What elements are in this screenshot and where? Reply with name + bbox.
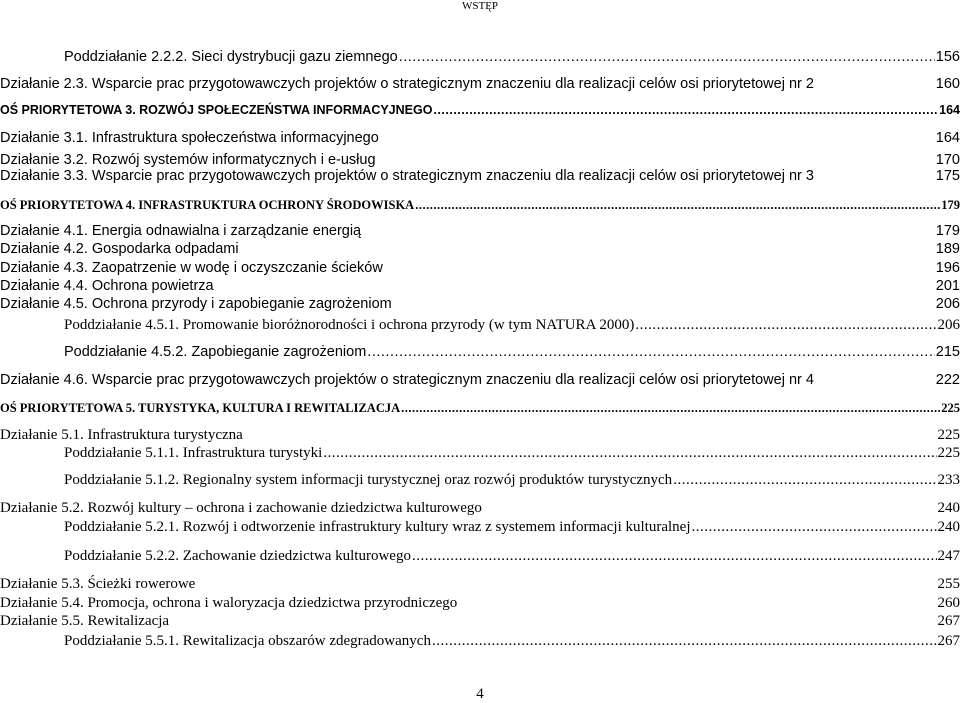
toc-entry-page: 215 (936, 343, 960, 361)
toc-entry[interactable] (0, 222, 960, 240)
toc-entry-page: 164 (939, 101, 960, 119)
toc-entry[interactable] (0, 426, 960, 444)
toc-entry[interactable] (0, 129, 960, 147)
toc-leader-dots (635, 316, 936, 334)
running-header: WSTĘP (0, 0, 960, 12)
toc-entry-label: Działanie 4.4. Ochrona powietrza (0, 277, 214, 295)
toc-entry-page: 247 (938, 547, 960, 565)
toc-entry-label: Poddziałanie 5.1.1. Infrastruktura turystyki (64, 444, 322, 462)
toc-entry[interactable] (0, 167, 960, 185)
toc-entry-label: Poddziałanie 4.5.1. Promowanie bioróżnorodności i ochrona przyrody (w tym NATURA 2000) (64, 316, 634, 334)
toc-entry[interactable] (0, 575, 960, 593)
toc-entry-page: 206 (938, 316, 960, 334)
toc-entry-page: 196 (936, 259, 960, 277)
toc-leader-dots (367, 343, 935, 361)
toc-entry-label: Działanie 4.6. Wsparcie prac przygotowawczych projektów o strategicznym znaczeniu dla realizacji celów osi priorytetowej nr 4 (0, 371, 814, 389)
toc-entry[interactable] (0, 594, 960, 612)
toc-entry-page: 179 (941, 196, 960, 214)
toc-leader-dots (399, 48, 935, 66)
toc-entry[interactable] (0, 399, 960, 417)
toc-entry[interactable] (64, 471, 960, 489)
toc-entry-label: Działanie 4.3. Zaopatrzenie w wodę i oczyszczanie ścieków (0, 259, 383, 277)
toc-entry-label: Działanie 3.2. Rozwój systemów informatycznych i e-usług (0, 151, 376, 169)
toc-entry-page: 225 (941, 399, 960, 417)
toc-leader-dots (692, 518, 937, 536)
toc-entry-label: Działanie 4.1. Energia odnawialna i zarządzanie energią (0, 222, 361, 240)
toc-entry-page: 233 (938, 471, 960, 489)
toc-leader-dots (412, 547, 937, 565)
toc-entry[interactable] (64, 518, 960, 536)
toc-entry[interactable] (64, 343, 960, 361)
toc-entry-page: 164 (936, 129, 960, 147)
toc-entry-page: 225 (938, 426, 960, 444)
toc-entry-label: Działanie 5.1. Infrastruktura turystyczna (0, 426, 243, 444)
toc-entry-page: 267 (938, 612, 960, 630)
toc-entry[interactable] (0, 277, 960, 295)
toc-entry-page: 179 (936, 222, 960, 240)
toc-entry-page: 206 (936, 295, 960, 313)
toc-entry-page: 240 (938, 518, 960, 536)
toc-entry-page: 201 (936, 277, 960, 295)
toc-entry[interactable] (0, 295, 960, 313)
toc-entry-label: Poddziałanie 5.2.2. Zachowanie dziedzictwa kulturowego (64, 547, 411, 565)
toc-entry[interactable] (0, 240, 960, 258)
toc-entry-label: Działanie 5.2. Rozwój kultury – ochrona i zachowanie dziedzictwa kulturowego (0, 499, 482, 517)
toc-entry-label: Działanie 4.5. Ochrona przyrody i zapobieganie zagrożeniom (0, 295, 392, 313)
toc-entry-label: Działanie 2.3. Wsparcie prac przygotowawczych projektów o strategicznym znaczeniu dla realizacji celów osi priorytetowej nr 2 (0, 75, 814, 93)
toc-entry[interactable] (64, 444, 960, 462)
toc-entry-label: Poddziałanie 4.5.2. Zapobieganie zagrożeniom (64, 343, 366, 361)
toc-entry-page: 156 (936, 48, 960, 66)
toc-entry-label: Działanie 5.4. Promocja, ochrona i waloryzacja dziedzictwa przyrodniczego (0, 594, 457, 612)
toc-entry[interactable] (0, 196, 960, 214)
toc-leader-dots (415, 196, 940, 214)
toc-entry-label: Poddziałanie 5.2.1. Rozwój i odtworzenie infrastruktury kultury wraz z systemem informacji kulturalnej (64, 518, 691, 536)
toc-entry[interactable] (0, 75, 960, 93)
toc-entry[interactable] (64, 632, 960, 650)
toc-leader-dots (323, 444, 936, 462)
toc-entry-page: 222 (936, 371, 960, 389)
toc-entry[interactable] (0, 612, 960, 630)
toc-entry-page: 267 (938, 632, 960, 650)
toc-entry-label: OŚ PRIORYTETOWA 4. INFRASTRUKTURA OCHRONY ŚRODOWISKA (0, 196, 414, 214)
toc-entry-label: OŚ PRIORYTETOWA 5. TURYSTYKA, KULTURA I REWITALIZACJA (0, 399, 400, 417)
toc-entry-label: Działanie 5.3. Ścieżki rowerowe (0, 575, 195, 593)
page-number: 4 (0, 686, 960, 703)
toc-entry-label: Działanie 4.2. Gospodarka odpadami (0, 240, 239, 258)
toc-entry-page: 225 (938, 444, 960, 462)
toc-leader-dots (401, 399, 940, 417)
toc-entry[interactable] (0, 371, 960, 389)
toc-entry-page: 240 (938, 499, 960, 517)
toc-entry-page: 255 (938, 575, 960, 593)
toc-entry-label: Poddziałanie 5.1.2. Regionalny system informacji turystycznej oraz rozwój produktów turystycznych (64, 471, 672, 489)
toc-entry-label: Poddziałanie 2.2.2. Sieci dystrybucji gazu ziemnego (64, 48, 398, 66)
toc-entry-page: 170 (936, 151, 960, 169)
toc-entry[interactable] (64, 316, 960, 334)
toc-leader-dots (432, 632, 937, 650)
toc-entry[interactable] (64, 547, 960, 565)
toc-leader-dots (673, 471, 936, 489)
toc-entry-label: OŚ PRIORYTETOWA 3. ROZWÓJ SPOŁECZEŃSTWA INFORMACYJNEGO (0, 101, 432, 119)
toc-entry-label: Działanie 3.1. Infrastruktura społeczeństwa informacyjnego (0, 129, 379, 147)
toc-entry-label: Poddziałanie 5.5.1. Rewitalizacja obszarów zdegradowanych (64, 632, 431, 650)
toc-entry-page: 160 (936, 75, 960, 93)
toc-entry-page: 189 (936, 240, 960, 258)
toc-entry-label: Działanie 5.5. Rewitalizacja (0, 612, 169, 630)
toc-entry-page: 175 (936, 167, 960, 185)
toc-entry-page: 260 (938, 594, 960, 612)
toc-entry[interactable] (0, 499, 960, 517)
toc-entry[interactable] (64, 48, 960, 66)
toc-entry[interactable] (0, 259, 960, 277)
toc-leader-dots (433, 101, 938, 119)
toc-entry[interactable] (0, 101, 960, 119)
toc-entry-label: Działanie 3.3. Wsparcie prac przygotowawczych projektów o strategicznym znaczeniu dla realizacji celów osi priorytetowej nr 3 (0, 167, 814, 185)
